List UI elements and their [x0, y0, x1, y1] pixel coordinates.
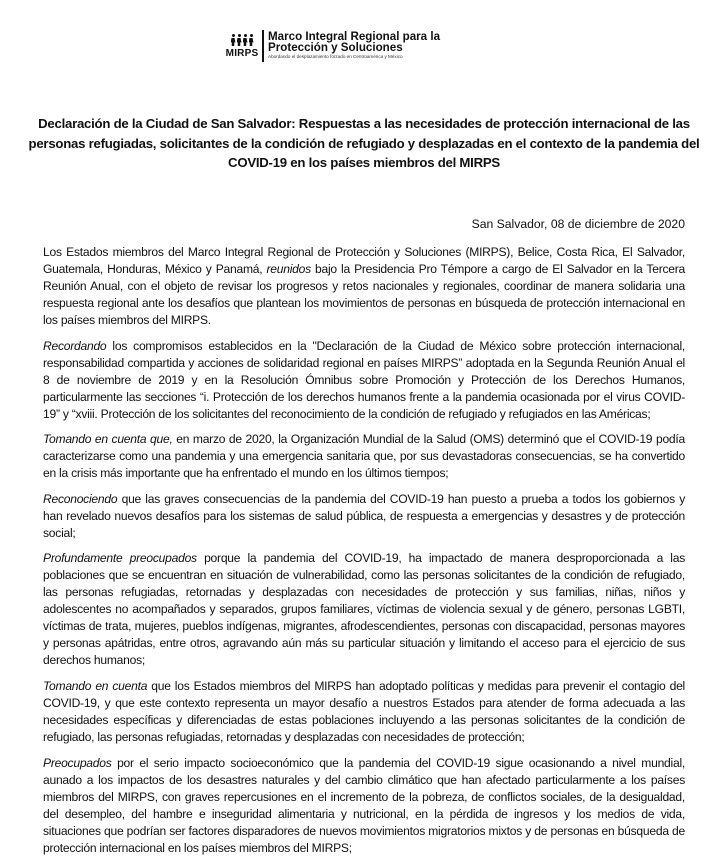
people-icon — [231, 33, 254, 46]
paragraph-lead: Profundamente preocupados — [43, 551, 197, 566]
paragraph-lead: Preocupados — [43, 755, 112, 770]
paragraph-lead: Reconociendo — [43, 491, 118, 506]
logo-title-line1: Marco Integral Regional para la — [268, 30, 441, 43]
logo-title-line2: Protección y Soluciones — [268, 41, 403, 54]
paragraph-text: Los Estados miembros del Marco Integral Regional de Protección y Soluciones (MIRPS), Belice, Costa Rica, El Salvador, Guatemala, Honduras, México y Panamá, — [43, 245, 685, 276]
mirps-logo-mark — [226, 30, 258, 62]
paragraph — [43, 678, 685, 746]
paragraph-text: bajo la Presidencia Pro Témpore a cargo de El Salvador en la Tercera Reunión Anual, con el objeto de revisar los progresos y retos nacionales y regionales, coordinar de manera solidaria una respuesta regional ante los desafíos que plantean los movimientos de personas en búsqueda de protección internacional en los países miembros del MIRPS. — [43, 262, 686, 327]
logo-divider — [262, 30, 264, 62]
date-line: San Salvador, 08 de diciembre de 2020 — [471, 217, 685, 231]
paragraph-lead: Tomando en cuenta que, — [43, 432, 173, 447]
paragraph — [43, 338, 685, 423]
document-title: Declaración de la Ciudad de San Salvador: Respuestas a las necesidades de protección internacional de las personas refugiadas, solicitantes de la condición de refugiado y desplazadas en el contexto de la pandemia del COVID-19 en los países miembros del MIRPS — [28, 116, 700, 170]
mirps-header-logo — [226, 28, 440, 64]
paragraph — [43, 491, 685, 542]
paragraph-italic: reunidos — [266, 262, 311, 276]
paragraph-text: en marzo de 2020, la Organización Mundial de la Salud (OMS) determinó que el COVID-19 podía caracterizarse como una pandemia y una emergencia sanitaria que, por sus devastadoras consecuencias, se ha convertido en la crisis más importante que ha enfrentado el mundo en los últimos tiempos; — [43, 432, 685, 481]
paragraph-text: los compromisos establecidos en la "Declaración de la Ciudad de México sobre protección internacional, responsabilidad compartida y acciones de solidaridad regional en países MIRPS” adoptada en la Segunda Reunión Anual el 8 de noviembre de 2019 y en la Resolución Ómnibus sobre Promoción y Protección de los Derechos Humanos, particularmente las secciones “i. Protección de los derechos humanos frente a la pandemia ocasionada por el virus COVID-19” y “xviii. Protección de los solicitantes del reconocimiento de la condición de refugiado y refugiados en las Américas; — [43, 338, 685, 421]
paragraph-text: porque la pandemia del COVID-19, ha impactado de manera desproporcionada a las poblaciones que se encuentran en situación de vulnerabilidad, como las personas solicitantes de la condición de refugiado, las personas refugiadas, retornadas y desplazadas con necesidades de protección y sus familias, niñas, niños y adolescentes no acompañados y separados, grupos familiares, víctimas de violencia sexual y de género, personas LGBTI, víctimas de trata, mujeres, pueblos indígenas, migrantes, afrodescendientes, personas con discapacidad, personas mayores y personas apátridas, entre otros, agravando aún más su particular situación y limitando el acceso para el ejercicio de sus derechos humanos; — [43, 551, 685, 668]
logo-text — [268, 31, 440, 61]
paragraph — [43, 244, 685, 329]
document-body — [43, 244, 685, 865]
paragraph-text: que las graves consecuencias de la pandemia del COVID-19 han puesto a prueba a todos los gobiernos y han revelado nuevos desafíos para los sistemas de salud pública, de respuesta a emergencias y desastres y de protección social; — [43, 491, 685, 540]
paragraph-text: por el serio impacto socioeconómico que la pandemia del COVID-19 sigue ocasionando a nivel mundial, aunado a los impactos de los desastres naturales y del cambio climático que han afectado particularmente a los países miembros del MIRPS, con graves repercusiones en el incremento de la pobreza, de conflictos sociales, de la desigualdad, del desempleo, del hambre e inseguridad alimentaria y nutricional, en la pérdida de ingresos y los medios de vida, situaciones que podrían ser factores disparadores de nuevos movimientos migratorios mixtos y de personas en búsqueda de protección internacional en los países miembros del MIRPS; — [43, 755, 685, 855]
paragraph-text: que los Estados miembros del MIRPS han adoptado políticas y medidas para prevenir el contagio del COVID-19, y que este contexto representa un mayor desafío a nuestros Estados para atender de forma adecuada a las necesidades específicas y diferenciadas de estas poblaciones incluyendo a las personas solicitantes de la condición de refugiado, las personas refugiadas, retornadas y desplazadas con necesidades de protección; — [43, 678, 685, 744]
paragraph-lead: Recordando — [43, 338, 107, 353]
paragraph — [43, 431, 685, 482]
paragraph-lead: Tomando en cuenta — [43, 678, 148, 693]
logo-subtitle: Abordando el desplazamiento forzado en Centroamérica y México — [268, 54, 403, 59]
logo-acronym: MIRPS — [225, 48, 259, 59]
paragraph — [43, 755, 685, 857]
paragraph — [43, 550, 685, 669]
